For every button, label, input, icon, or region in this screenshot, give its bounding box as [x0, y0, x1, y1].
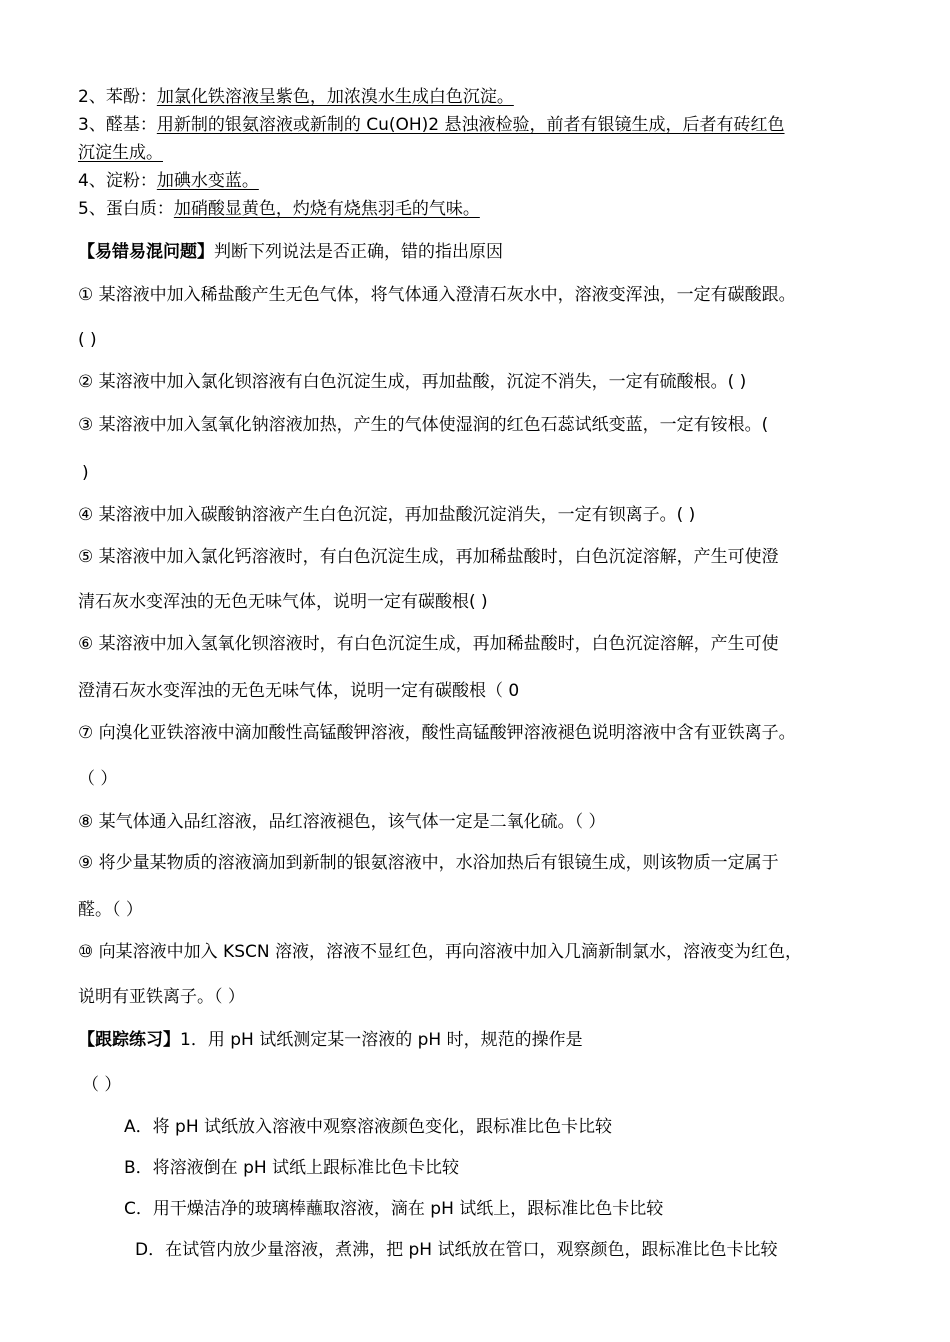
- test-line-protein: [78, 198, 480, 220]
- test-answer-continuation: 沉淀生成。: [78, 143, 163, 163]
- test-label: 3、醛基：: [78, 115, 157, 135]
- option-b: B．将溶液倒在 pH 试纸上跟标准比色卡比较: [124, 1158, 460, 1178]
- section-intro: 判断下列说法是否正确，错的指出原因: [214, 242, 503, 262]
- question-item: ⑨ 将少量某物质的溶液滴加到新制的银氨溶液中，水浴加热后有银镜生成，则该物质一定属于: [78, 853, 779, 873]
- practice-question: 1．用 pH 试纸测定某一溶液的 pH 时，规范的操作是: [180, 1030, 583, 1050]
- answer-blank: ): [82, 463, 89, 483]
- test-line-aldehyde: [78, 114, 785, 136]
- test-label: 4、淀粉：: [78, 171, 157, 191]
- test-label: 5、蛋白质：: [78, 199, 174, 219]
- test-answer: 加硝酸显黄色，灼烧有烧焦羽毛的气味。: [173, 199, 480, 219]
- question-item: ④ 某溶液中加入碳酸钠溶液产生白色沉淀，再加盐酸沉淀消失，一定有钡离子。( ): [78, 505, 696, 525]
- question-item: ⑤ 某溶液中加入氯化钙溶液时，有白色沉淀生成，再加稀盐酸时，白色沉淀溶解，产生可使澄: [78, 547, 779, 567]
- question-item-continuation: 说明有亚铁离子。（ ）: [78, 987, 245, 1007]
- test-line-aldehyde-cont: [78, 142, 163, 164]
- practice-heading-line: [78, 1029, 583, 1051]
- question-item-continuation: 澄清石灰水变浑浊的无色无味气体，说明一定有碳酸根（ 0: [78, 681, 520, 701]
- answer-blank: （ ）: [82, 1075, 122, 1095]
- test-answer: 加氯化铁溶液呈紫色，加浓溴水生成白色沉淀。: [156, 87, 514, 107]
- option-d: D．在试管内放少量溶液，煮沸，把 pH 试纸放在管口，观察颜色，跟标准比色卡比较: [135, 1240, 778, 1260]
- question-item: ⑩ 向某溶液中加入 KSCN 溶液，溶液不显红色，再向溶液中加入几滴新制氯水，溶液变为红色，: [78, 942, 802, 962]
- question-item-continuation: 醛。（ ）: [78, 900, 143, 920]
- question-item: ① 某溶液中加入稀盐酸产生无色气体，将气体通入澄清石灰水中，溶液变浑浊，一定有碳酸跟。: [78, 285, 796, 305]
- question-item: ③ 某溶液中加入氢氧化钠溶液加热，产生的气体使湿润的红色石蕊试纸变蓝，一定有铵根。(: [78, 415, 769, 435]
- answer-blank: ( ): [78, 330, 97, 350]
- section-heading: 【跟踪练习】: [78, 1030, 180, 1050]
- question-item: ② 某溶液中加入氯化钡溶液有白色沉淀生成，再加盐酸，沉淀不消失，一定有硫酸根。( ): [78, 372, 747, 392]
- section-heading-line: [78, 241, 503, 263]
- test-answer: 加碘水变蓝。: [156, 171, 259, 191]
- option-c: C．用干燥洁净的玻璃棒蘸取溶液，滴在 pH 试纸上，跟标准比色卡比较: [124, 1199, 664, 1219]
- test-answer: 用新制的银氨溶液或新制的 Cu(OH)2 悬浊液检验，前者有银镜生成，后者有砖红色: [156, 115, 785, 135]
- section-heading: 【易错易混问题】: [78, 242, 214, 262]
- test-line-starch: [78, 170, 259, 192]
- question-item: ⑥ 某溶液中加入氢氧化钡溶液时，有白色沉淀生成，再加稀盐酸时，白色沉淀溶解，产生可使: [78, 634, 779, 654]
- test-label: 2、苯酚：: [78, 87, 157, 107]
- test-line-phenol: [78, 86, 514, 108]
- answer-blank: （ ）: [78, 769, 118, 789]
- question-item: ⑧ 某气体通入品红溶液，品红溶液褪色，该气体一定是二氧化硫。（ ）: [78, 812, 606, 832]
- option-a: A．将 pH 试纸放入溶液中观察溶液颜色变化，跟标准比色卡比较: [124, 1117, 613, 1137]
- question-item: ⑦ 向溴化亚铁溶液中滴加酸性高锰酸钾溶液，酸性高锰酸钾溶液褪色说明溶液中含有亚铁离子。: [78, 723, 796, 743]
- question-item-continuation: 清石灰水变浑浊的无色无味气体，说明一定有碳酸根( ): [78, 592, 488, 612]
